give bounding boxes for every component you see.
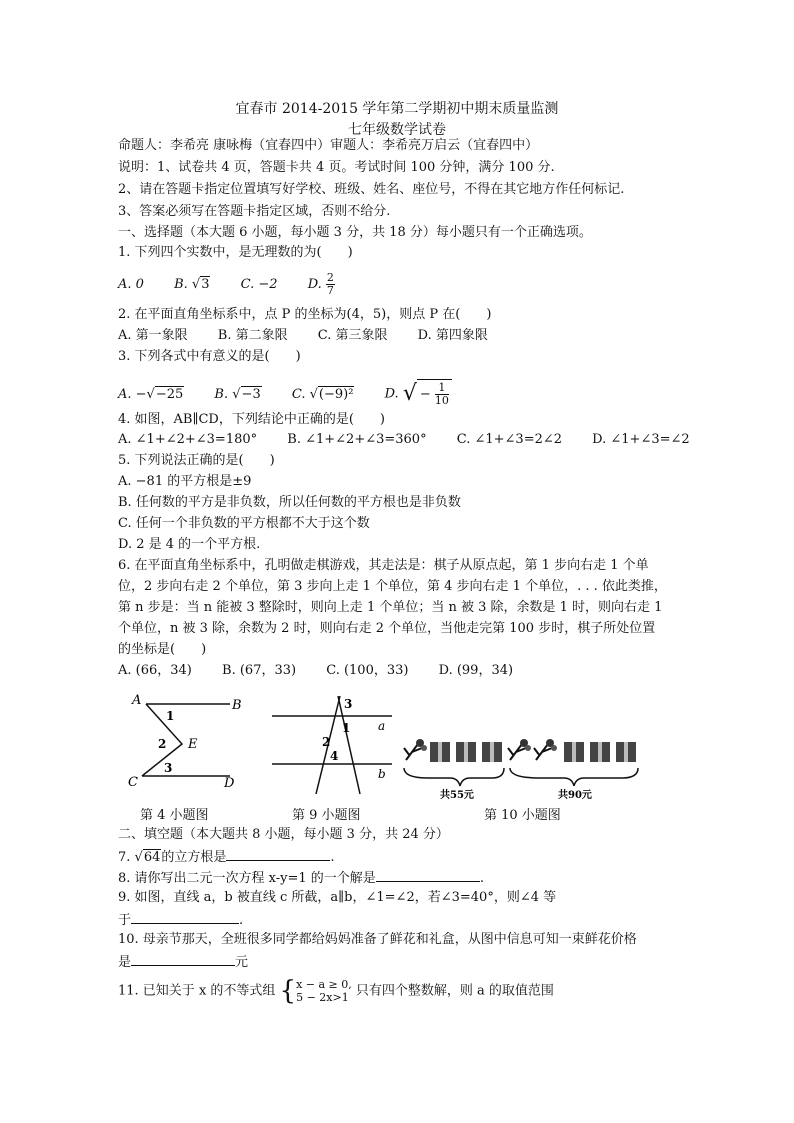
- q6-option-a: A. (66，34): [118, 663, 192, 678]
- label-line-a: a: [378, 719, 386, 733]
- q6-line-4: 个单位，n 被 3 除，余数为 2 时，则向右走 2 个单位，当他走完第 100 步时，棋子所处位置: [118, 621, 656, 636]
- q2-option-d: D. 第四象限: [417, 328, 488, 343]
- q8-text: 8. 请你写出二元一次方程 x-y=1 的一个解是: [118, 871, 376, 886]
- q4-option-d: D. ∠1+∠3=∠2: [592, 432, 690, 447]
- q6-line-3: 第 n 步是：当 n 能被 3 整除时，则向上走 1 个单位；当 n 被 3 除，余数是 1 时，则向右走 1: [118, 600, 663, 615]
- q1-options: [118, 272, 361, 297]
- right-brace: [510, 768, 638, 786]
- q3-c-radicand: (−9)²: [318, 386, 354, 402]
- right-total-label: 共90元: [558, 790, 592, 800]
- angle-2: 2: [158, 737, 167, 751]
- q8-line: 8. 请你写出二元一次方程 x-y=1 的一个解是 .: [118, 868, 484, 888]
- q3-d-fraction: [435, 382, 449, 407]
- q10-line-1: 10. 母亲节那天，全班很多同学都给妈妈准备了鲜花和礼盒，从图中信息可知一束鲜花价格: [118, 932, 637, 947]
- q6-line-1: 6. 在平面直角坐标系中，孔明做走棋游戏，其走法是：棋子从原点起，第 1 步向右走 1 个单: [118, 558, 649, 573]
- q7-line: 7. √64的立方根是 .: [118, 847, 335, 867]
- q3-option-d: [385, 379, 452, 409]
- q3-d-denominator: 10: [434, 394, 449, 407]
- label-d: D: [224, 776, 235, 791]
- q5-option-a: A. −81 的平方根是±9: [118, 474, 252, 489]
- q3-a-prefix: A. −: [118, 386, 147, 402]
- q7-answer-blank[interactable]: [226, 847, 330, 861]
- q1-option-a: A. 0: [118, 277, 144, 292]
- angle-1: 1: [166, 709, 175, 723]
- exam-title: 宜春市 2014-2015 学年第二学期初中期末质量监测: [235, 101, 559, 117]
- q11-suffix: 只有四个整数解，则 a 的取值范围: [355, 983, 554, 999]
- angle-2-q9: 2: [322, 735, 331, 749]
- instruction-2: 2、请在答题卡指定位置填写好学校、班级、姓名、座位号，不得在其它地方作任何标记.: [118, 182, 625, 197]
- q1-d-fraction: [326, 272, 335, 297]
- q3-option-c: C. √(−9)²: [291, 386, 354, 402]
- q4-stem: 4. 如图，AB∥CD，下列结论中正确的是( ): [118, 412, 385, 427]
- q6-option-b: B. (67，33): [222, 663, 297, 678]
- figure-q4-caption: 第 4 小题图: [140, 808, 209, 823]
- q1-d-prefix: D.: [307, 277, 326, 292]
- q11-eq-2: 5 − 2x>1: [296, 991, 349, 1004]
- q3-option-a: A. −√−25: [118, 386, 184, 402]
- q5-option-b: B. 任何数的平方是非负数，所以任何数的平方根也是非负数: [118, 495, 461, 510]
- q11-system: [296, 978, 352, 1004]
- q9-line-1: 9. 如图，直线 a，b 被直线 c 所截，a∥b，∠1=∠2，若∠3=40°，则∠4 等: [118, 890, 557, 905]
- q3-d-prefix: D.: [384, 386, 403, 402]
- q9-line-2-text: 于: [118, 913, 132, 928]
- left-brace: [404, 768, 504, 786]
- q3-b-radicand: −3: [241, 386, 261, 402]
- q1-d-numerator: 2: [326, 271, 334, 284]
- q11-eq-1: x − a ≥ 0,: [296, 978, 352, 991]
- figure-q4: [120, 690, 260, 796]
- figure-q10-caption: 第 10 小题图: [484, 808, 561, 823]
- q6-line-2: 位，2 步向右走 2 个单位，第 3 步向上走 1 个单位，第 4 步向右走 1 个单位，. . . 依此类推，: [118, 579, 667, 594]
- section2-heading: 二、填空题（本大题共 8 小题，每小题 3 分，共 24 分）: [118, 827, 449, 842]
- q10-unit: 元: [235, 955, 249, 970]
- angle-1-q9: 1: [342, 721, 351, 735]
- q6-option-c: C. (100，33): [326, 663, 409, 678]
- q9-line-2: 于 .: [118, 910, 243, 930]
- angle-3: 3: [164, 761, 173, 775]
- figure-q9-caption: 第 9 小题图: [292, 808, 361, 823]
- q8-answer-blank[interactable]: [376, 868, 480, 882]
- label-line-b: b: [378, 767, 386, 781]
- q1-b-prefix: B.: [174, 277, 192, 292]
- angle-4-q9: 4: [330, 749, 339, 763]
- q5-option-c: C. 任何一个非负数的平方根都不大于这个数: [118, 516, 370, 531]
- q3-options: [118, 379, 478, 409]
- flower-icon: [404, 739, 427, 760]
- q1-option-d: [308, 272, 335, 297]
- q3-b-prefix: B.: [214, 386, 233, 402]
- q1-option-b: B. √3: [174, 277, 210, 292]
- label-a: A: [132, 693, 142, 708]
- gift-box-icon: [430, 742, 450, 762]
- instruction-1: 说明：1、试卷共 4 页，答题卡共 4 页。考试时间 100 分钟，满分 100 分.: [118, 160, 555, 175]
- q2-options: [118, 327, 514, 345]
- figure-q9: [268, 692, 398, 798]
- q1-d-denominator: 7: [326, 284, 334, 297]
- q3-a-radicand: −25: [155, 386, 184, 402]
- gift-box-icon: [616, 742, 636, 762]
- gift-box-icon: [482, 742, 502, 762]
- q7-prefix: 7.: [118, 850, 135, 865]
- angle-3-q9: 3: [344, 697, 353, 711]
- q5-option-d: D. 2 是 4 的一个平方根.: [118, 537, 261, 552]
- gift-box-icon: [456, 742, 476, 762]
- q4-options: [118, 431, 716, 449]
- q6-option-d: D. (99，34): [438, 663, 514, 678]
- q11-line: [118, 976, 554, 1016]
- left-brace-sign: {: [279, 976, 297, 1006]
- q6-line-5: 的坐标是( ): [118, 642, 207, 657]
- q6-options: [118, 662, 539, 680]
- gift-box-icon: [590, 742, 610, 762]
- label-e: E: [188, 737, 198, 752]
- exam-subtitle: 七年级数学试卷: [348, 122, 446, 138]
- q3-d-sign: −: [419, 387, 431, 402]
- q2-option-a: A. 第一象限: [118, 328, 188, 343]
- label-c: C: [128, 775, 138, 790]
- q10-line-2-text: 是: [118, 955, 132, 970]
- q3-d-numerator: 1: [435, 382, 449, 395]
- q3-c-prefix: C.: [291, 386, 310, 402]
- q1-b-radicand: 3: [201, 277, 210, 292]
- q7-radicand: 64: [143, 850, 161, 865]
- instruction-3: 3、答案必须写在答题卡指定区域，否则不给分.: [118, 204, 391, 219]
- q5-stem: 5. 下列说法正确的是( ): [118, 453, 275, 468]
- q4-option-c: C. ∠1+∠3=2∠2: [456, 432, 563, 447]
- sqrt-sign: √: [402, 381, 417, 406]
- q1-stem: 1. 下列四个实数中，是无理数的为( ): [118, 245, 353, 260]
- q10-line-2: [118, 952, 248, 972]
- q3-stem: 3. 下列各式中有意义的是( ): [118, 349, 301, 364]
- authors-line: 命题人：李希亮 康咏梅（宜春四中）审题人：李希亮万启云（宜春四中）: [118, 138, 539, 153]
- q4-option-b: B. ∠1+∠2+∠3=360°: [287, 432, 427, 447]
- figure-q10: [400, 730, 660, 800]
- gift-box-icon: [564, 742, 584, 762]
- q4-option-a: A. ∠1+∠2+∠3=180°: [118, 432, 258, 447]
- flower-icon: [508, 739, 531, 760]
- q3-option-b: B. √−3: [214, 386, 261, 402]
- q10-answer-blank[interactable]: [131, 952, 235, 966]
- section1-heading: 一、选择题（本大题 6 小题，每小题 3 分，共 18 分）每小题只有一个正确选项。: [118, 225, 592, 240]
- q2-stem: 2. 在平面直角坐标系中，点 P 的坐标为(4，5)，则点 P 在( ): [118, 307, 492, 322]
- left-total-label: 共55元: [440, 790, 474, 800]
- q9-answer-blank[interactable]: [131, 910, 239, 924]
- flower-icon: [534, 739, 557, 760]
- q3-d-radicand: [417, 379, 452, 409]
- q11-prefix: 11. 已知关于 x 的不等式组: [118, 983, 276, 999]
- q2-option-b: B. 第二象限: [217, 328, 288, 343]
- q1-option-c: C. −2: [240, 277, 278, 292]
- q2-option-c: C. 第三象限: [317, 328, 388, 343]
- label-b: B: [232, 698, 242, 713]
- q7-suffix: 的立方根是: [161, 850, 227, 865]
